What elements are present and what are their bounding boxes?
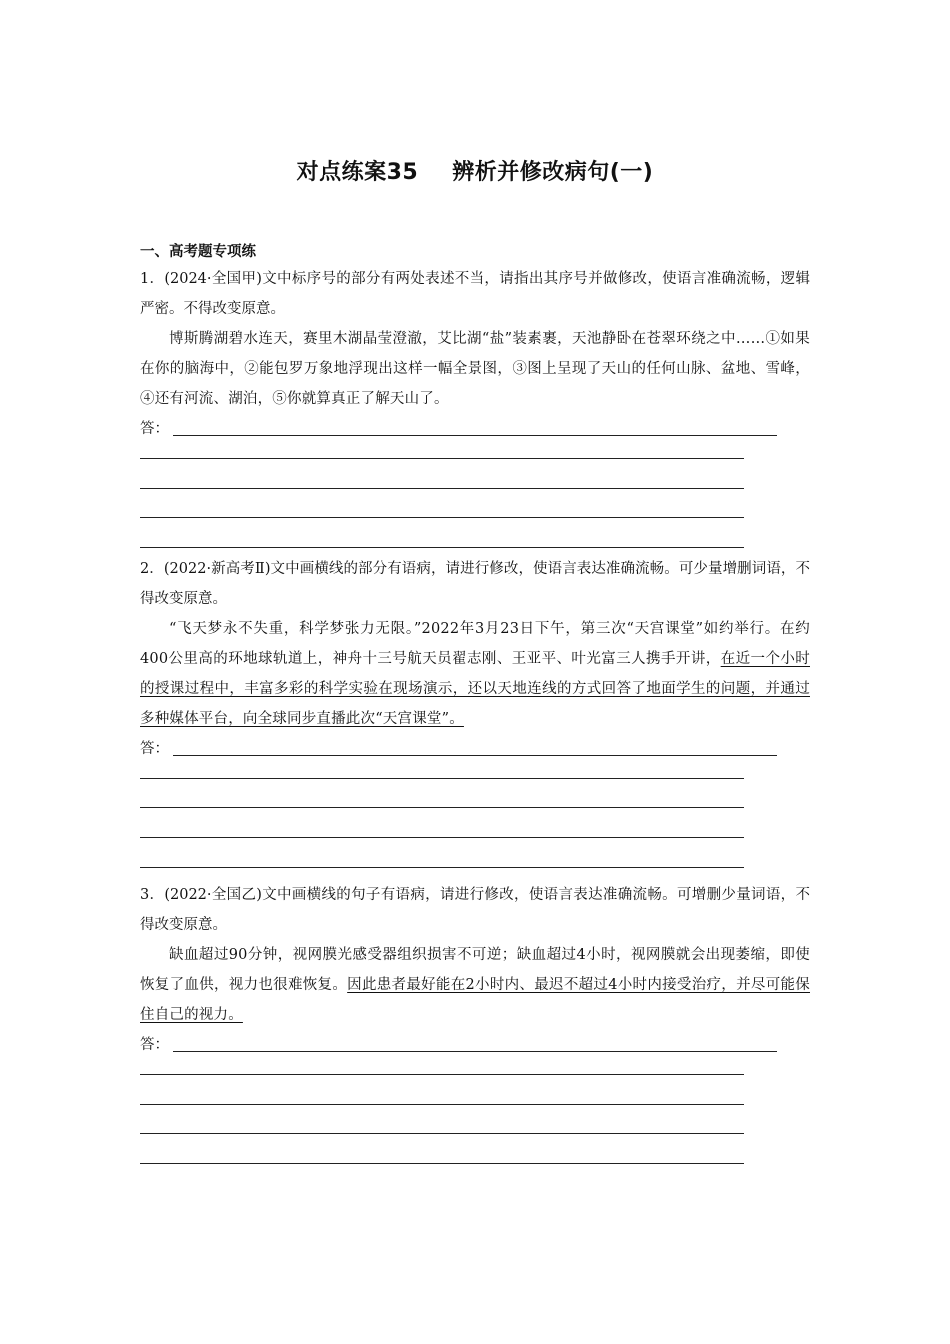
question-3-answer-row[interactable]: [140, 1030, 810, 1060]
question-3: [140, 880, 810, 1060]
answer-line[interactable]: [140, 458, 744, 459]
answer-line[interactable]: [140, 867, 744, 868]
question-1-prompt: 1．(2024·全国甲)文中标序号的部分有两处表述不当，请指出其序号并做修改，使语言准确流畅，逻辑严密。不得改变原意。: [140, 271, 810, 317]
question-2-answer-row[interactable]: [140, 734, 810, 764]
answer-line: [173, 1051, 777, 1052]
answer-line[interactable]: [140, 1163, 744, 1164]
answer-line[interactable]: [140, 1133, 744, 1134]
answer-label: 答：: [140, 421, 169, 437]
question-2-passage: [140, 614, 810, 734]
question-3-prompt: 3．(2022·全国乙)文中画横线的句子有语病，请进行修改，使语言表达准确流畅。可增删少量词语，不得改变原意。: [140, 887, 810, 933]
answer-line[interactable]: [140, 837, 744, 838]
question-2: [140, 554, 810, 764]
passage-text: “飞天梦永不失重，科学梦张力无限。”2022年3月23日下午，第三次“天宫课堂”如约举行。在约400公里高的环地球轨道上，神舟十三号航天员翟志刚、王亚平、叶光富三人携手开讲，: [140, 621, 810, 667]
page-title: [0, 155, 950, 186]
answer-line[interactable]: [140, 1074, 744, 1075]
answer-line[interactable]: [140, 807, 744, 808]
underlined-sentence: 因此患者最好能在2小时内、最迟不超过4小时内接受治疗，并尽可能保住自己的视力。: [140, 977, 810, 1023]
answer-line: [173, 755, 777, 756]
title-left: 对点练案35: [296, 160, 419, 185]
question-3-passage: [140, 940, 810, 1030]
answer-line[interactable]: [140, 778, 744, 779]
answer-line[interactable]: [140, 1104, 744, 1105]
passage-text: 缺血超过90分钟，视网膜光感受器组织损害不可逆；缺血超过4小时，视网膜就会出现萎缩，即使恢复了血供，视力也很难恢复。: [140, 947, 810, 993]
answer-line[interactable]: [140, 517, 744, 518]
section-heading: 一、高考题专项练: [140, 244, 256, 260]
answer-label: 答：: [140, 741, 169, 757]
answer-label: 答：: [140, 1037, 169, 1053]
answer-line[interactable]: [140, 547, 744, 548]
answer-line[interactable]: [140, 488, 744, 489]
question-1: [140, 264, 810, 444]
question-1-answer-row[interactable]: [140, 414, 810, 444]
answer-line: [173, 435, 777, 436]
title-right: 辨析并修改病句(一): [452, 160, 654, 185]
underlined-sentence: 在近一个小时的授课过程中，丰富多彩的科学实验在现场演示，还以天地连线的方式回答了地面学生的问题，并通过多种媒体平台，向全球同步直播此次“天宫课堂”。: [140, 651, 810, 727]
question-2-prompt: 2．(2022·新高考Ⅱ)文中画横线的部分有语病，请进行修改，使语言表达准确流畅。可少量增删词语，不得改变原意。: [140, 561, 810, 607]
question-1-passage: 博斯腾湖碧水连天，赛里木湖晶莹澄澈，艾比湖“盐”装素裹，天池静卧在苍翠环绕之中……①如果在你的脑海中，②能包罗万象地浮现出这样一幅全景图，③图上呈现了天山的任何山脉、盆地、雪峰，④还有河流、湖泊，⑤你就算真正了解天山了。: [140, 331, 810, 407]
